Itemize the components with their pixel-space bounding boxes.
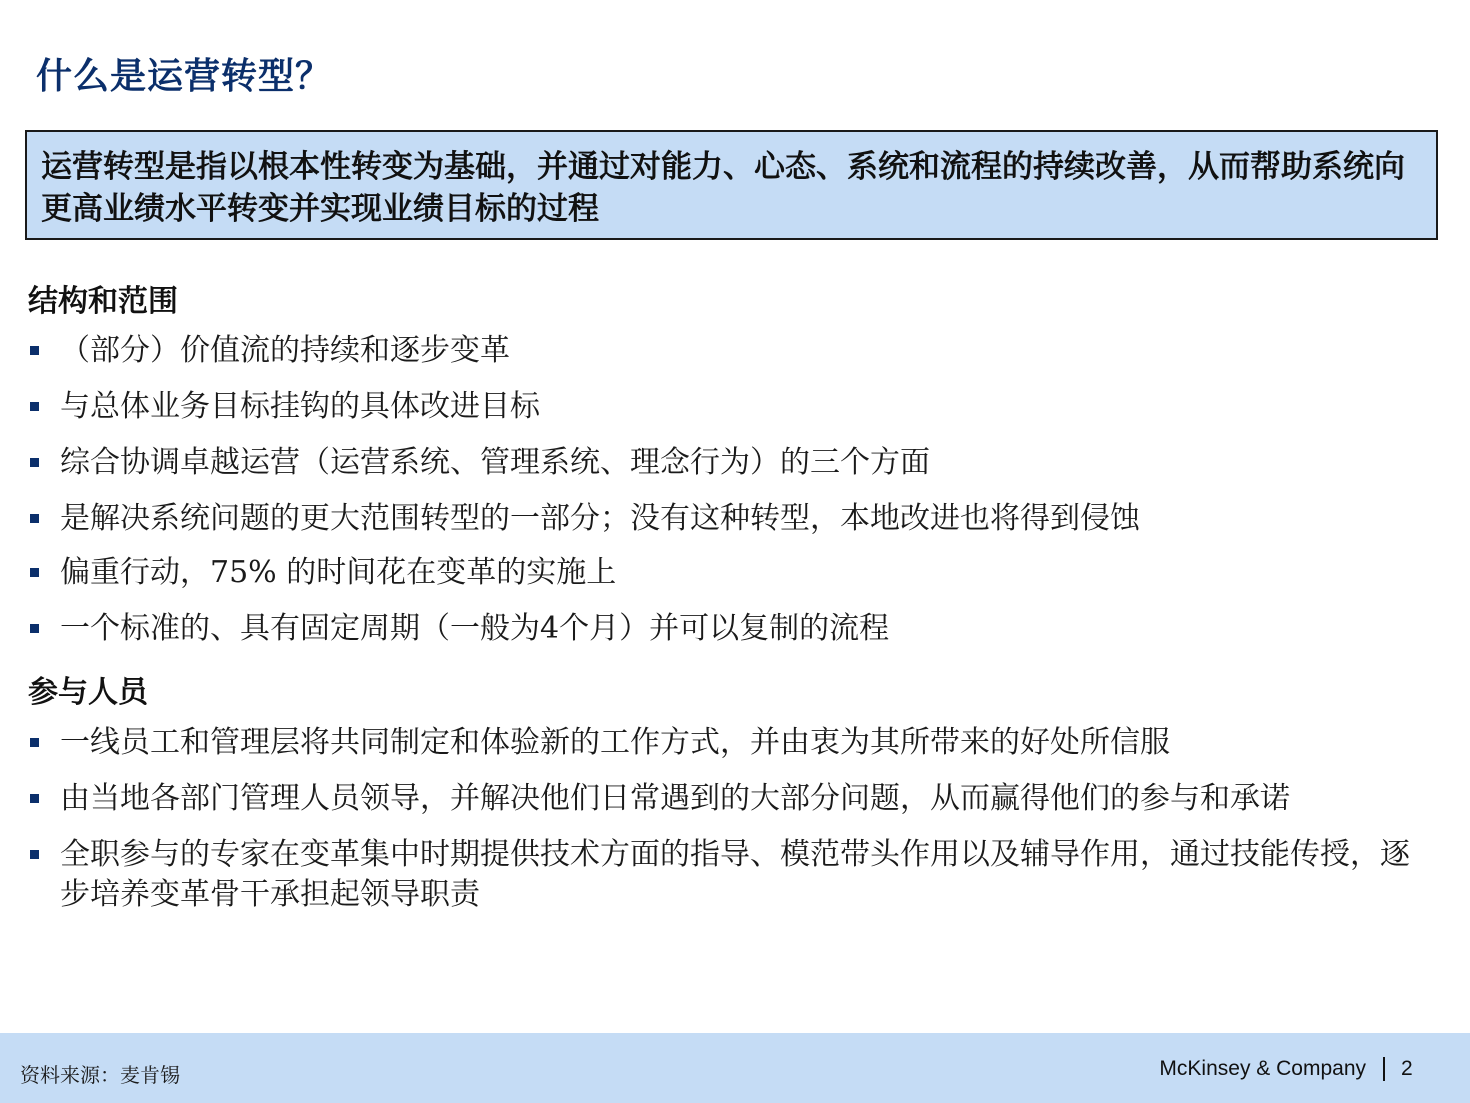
bullet-square-icon [30,738,39,747]
bullet-text: 与总体业务目标挂钩的具体改进目标 [60,389,540,424]
bullet-square-icon [30,458,39,467]
bullet-text: 综合协调卓越运营（运营系统、管理系统、理念行为）的三个方面 [60,445,930,480]
bullet-item [28,499,1438,539]
bullet-item [28,609,1438,649]
bullet-item [28,723,1438,763]
source-note: 资料来源：麦肯锡 [20,1063,180,1087]
bullet-text: 是解决系统问题的更大范围转型的一部分；没有这种转型，本地改进也将得到侵蚀 [60,501,1140,536]
bullet-text: （部分）价值流的持续和逐步变革 [60,333,510,368]
bullet-square-icon [30,568,39,577]
bullet-item [28,779,1438,819]
page-number: 2 [1401,1057,1413,1080]
bullet-text: 一个标准的、具有固定周期（一般为4个月）并可以复制的流程 [60,611,890,646]
bullet-text: 全职参与的专家在变革集中时期提供技术方面的指导、模范带头作用以及辅导作用，通过技能传授，逐步培养变革骨干承担起领导职责 [60,837,1410,912]
page-title: 什么是运营转型？ [36,55,333,97]
definition-box: 运营转型是指以根本性转变为基础，并通过对能力、心态、系统和流程的持续改善，从而帮助系统向更高业绩水平转变并实现业绩目标的过程 [25,130,1438,240]
footer-divider [1383,1057,1385,1081]
bullet-item [28,387,1438,427]
bullet-square-icon [30,402,39,411]
bullet-item [28,553,1438,593]
section-heading-participants: 参与人员 [28,675,148,710]
bullet-square-icon [30,514,39,523]
bullet-square-icon [30,850,39,859]
footer-bar [0,1033,1470,1103]
bullet-square-icon [30,794,39,803]
bullet-item [28,835,1438,915]
bullet-text: 由当地各部门管理人员领导，并解决他们日常遇到的大部分问题，从而赢得他们的参与和承诺 [60,781,1290,816]
bullet-text: 偏重行动，75% 的时间花在变革的实施上 [60,555,617,590]
bullet-item [28,443,1438,483]
bullet-square-icon [30,624,39,633]
bullet-text: 一线员工和管理层将共同制定和体验新的工作方式，并由衷为其所带来的好处所信服 [60,725,1170,760]
bullet-square-icon [30,346,39,355]
section-heading-structure: 结构和范围 [28,284,178,319]
bullet-item [28,331,1438,371]
brand-name: McKinsey & Company [1159,1057,1366,1080]
